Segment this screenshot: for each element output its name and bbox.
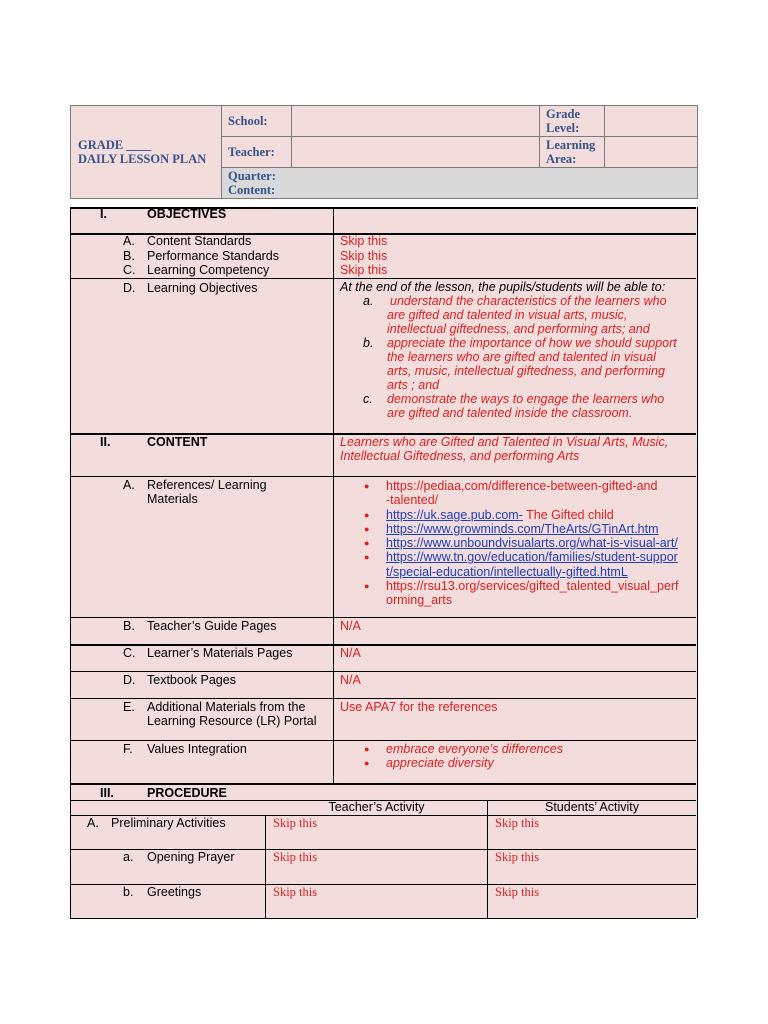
students-activity-cell: Skip this: [495, 850, 540, 864]
bullet-icon: ●: [364, 481, 370, 491]
objective-text: the learners who are gifted and talented in visual: [387, 350, 656, 364]
content-heading: CONTENT: [147, 435, 208, 449]
quarter-label: Quarter:: [228, 169, 276, 183]
grade-line: GRADE ____: [78, 138, 152, 152]
performance-standards-letter: B.: [123, 249, 135, 263]
school-field[interactable]: [292, 106, 540, 137]
objective-text: appreciate the importance of how we should support: [387, 336, 677, 350]
content-num: II.: [100, 435, 111, 449]
lm-pages-value: N/A: [340, 646, 361, 660]
procedure-row-marker: A.: [87, 816, 99, 830]
procedure-row-marker: b.: [123, 885, 134, 899]
textbook-letter: D.: [123, 673, 136, 687]
references-letter: A.: [123, 478, 135, 492]
learning-objectives-intro: At the end of the lesson, the pupils/students will be able to:: [340, 280, 666, 294]
reference-link[interactable]: https://www.tn.gov/education/families/student-suppor: [386, 550, 678, 565]
bullet-icon: ●: [364, 758, 370, 769]
reference-text: orming_arts: [386, 593, 452, 608]
reference-item: [362, 536, 692, 550]
grade-level-field[interactable]: [605, 106, 698, 137]
learning-competency-value: Skip this: [340, 263, 388, 277]
bullet-icon: ●: [364, 581, 370, 592]
bullet-icon: ●: [364, 552, 370, 563]
learning-area-label: [540, 137, 605, 168]
procedure-heading: PROCEDURE: [147, 786, 227, 800]
bullet-icon: ●: [364, 744, 370, 754]
objectives-heading: OBJECTIVES: [147, 207, 227, 221]
reference-suffix: The Gifted child: [522, 507, 614, 522]
teacher-activity-header: Teacher’s Activity: [328, 800, 425, 814]
procedure-row-label: Greetings: [147, 885, 202, 899]
grade-level-label-line1: Grade: [546, 107, 581, 121]
objective-marker: b.: [363, 336, 374, 350]
reference-text: https://rsu13.org/services/gifted_talented_visual_perf: [386, 579, 679, 594]
lm-pages-label: Learner’s Materials Pages: [147, 646, 293, 660]
objective-marker: a.: [363, 294, 374, 308]
teacher-field[interactable]: [292, 137, 540, 168]
procedure-row-label: Opening Prayer: [147, 850, 235, 864]
additional-label-line2: Learning Resource (LR) Portal: [147, 714, 317, 728]
students-activity-cell: Skip this: [495, 816, 540, 830]
learning-objectives-label: Learning Objectives: [147, 281, 258, 295]
content-standards-label: Content Standards: [147, 234, 252, 248]
additional-letter: E.: [123, 700, 135, 714]
procedure-num: III.: [100, 786, 114, 800]
textbook-value: N/A: [340, 673, 361, 687]
learning-competency-label: Learning Competency: [147, 263, 270, 277]
students-activity-header: Students’ Activity: [544, 800, 640, 814]
reference-item: [362, 579, 692, 608]
learning-competency-letter: C.: [123, 263, 136, 277]
value-item: [362, 756, 692, 770]
objective-text: are gifted and talented in visual arts, music,: [387, 308, 628, 322]
tg-pages-value: N/A: [340, 619, 361, 633]
reference-text: -talented/: [386, 493, 439, 508]
objective-text: arts, music, intellectual giftedness, and performing: [387, 364, 665, 378]
reference-link[interactable]: https://www.growminds.com/TheArts/GTinArt.htm: [386, 521, 659, 536]
teacher-activity-cell: Skip this: [273, 816, 318, 830]
objective-text: are gifted and talented inside the classroom.: [387, 406, 633, 420]
reference-item: [362, 522, 692, 536]
grade-level-label-line2: Level:: [546, 121, 580, 135]
value-item: [362, 742, 692, 756]
content-label: Content:: [228, 183, 276, 197]
references-label-line2: Materials: [147, 492, 198, 506]
teacher-activity-cell: Skip this: [273, 850, 318, 864]
learning-area-label-line2: Area:: [546, 152, 577, 166]
bullet-icon: ●: [364, 509, 370, 520]
content-value-line1: Learners who are Gifted and Talented in Visual Arts, Music,: [340, 435, 669, 449]
teacher-label: Teacher:: [222, 137, 292, 168]
values-letter: F.: [123, 742, 133, 756]
bullet-icon: ●: [364, 538, 370, 549]
references-list: [362, 479, 692, 608]
performance-standards-label: Performance Standards: [147, 249, 280, 263]
learning-area-label-line1: Learning: [546, 138, 596, 152]
values-list: [362, 742, 692, 771]
grade-title-cell: [71, 106, 222, 199]
reference-link[interactable]: https://uk.sage.pub.com-: [386, 507, 523, 522]
textbook-label: Textbook Pages: [147, 673, 236, 687]
objective-text: intellectual giftedness, and performing arts; and: [387, 322, 650, 336]
lm-pages-letter: C.: [123, 646, 136, 660]
reference-item: [362, 508, 692, 522]
procedure-row-label: Preliminary Activities: [111, 816, 226, 830]
reference-item: [362, 479, 692, 508]
quarter-content-cell[interactable]: [222, 168, 698, 199]
value-text: appreciate diversity: [386, 756, 494, 771]
objective-marker: c.: [363, 392, 373, 406]
content-standards-value: Skip this: [340, 234, 388, 248]
daily-lesson-plan-title: DAILY LESSON PLAN: [78, 152, 207, 166]
grade-level-label: [540, 106, 605, 137]
reference-link[interactable]: https://www.unboundvisualarts.org/what-is-visual-art/: [386, 536, 678, 551]
objective-text: arts ; and: [387, 378, 440, 392]
bullet-icon: ●: [364, 523, 370, 534]
tg-pages-label: Teacher’s Guide Pages: [147, 619, 277, 633]
header-table: [70, 105, 698, 199]
objective-text: demonstrate the ways to engage the learners who: [387, 392, 665, 406]
tg-pages-letter: B.: [123, 619, 135, 633]
reference-text: https://pediaa,com/difference-between-gifted-and: [386, 479, 658, 493]
school-label: School:: [222, 106, 292, 137]
learning-area-field[interactable]: [605, 137, 698, 168]
additional-label-line1: Additional Materials from the: [147, 700, 306, 714]
reference-item: [362, 550, 692, 579]
content-value-line2: Intellectual Giftedness, and performing Arts: [340, 449, 580, 463]
reference-link[interactable]: t/special-education/intellectually-gifted.htmL: [386, 564, 628, 579]
objective-text: understand the characteristics of the learners who: [390, 294, 667, 308]
value-text: embrace everyone’s differences: [386, 742, 563, 756]
procedure-row-marker: a.: [123, 850, 134, 864]
content-standards-letter: A.: [123, 234, 135, 248]
learning-objectives-letter: D.: [123, 281, 136, 295]
performance-standards-value: Skip this: [340, 249, 388, 263]
teacher-activity-cell: Skip this: [273, 885, 318, 899]
students-activity-cell: Skip this: [495, 885, 540, 899]
additional-value: Use APA7 for the references: [340, 700, 498, 714]
references-label-line1: References/ Learning: [147, 478, 267, 492]
values-label: Values Integration: [147, 742, 247, 756]
objectives-num: I.: [100, 207, 107, 221]
